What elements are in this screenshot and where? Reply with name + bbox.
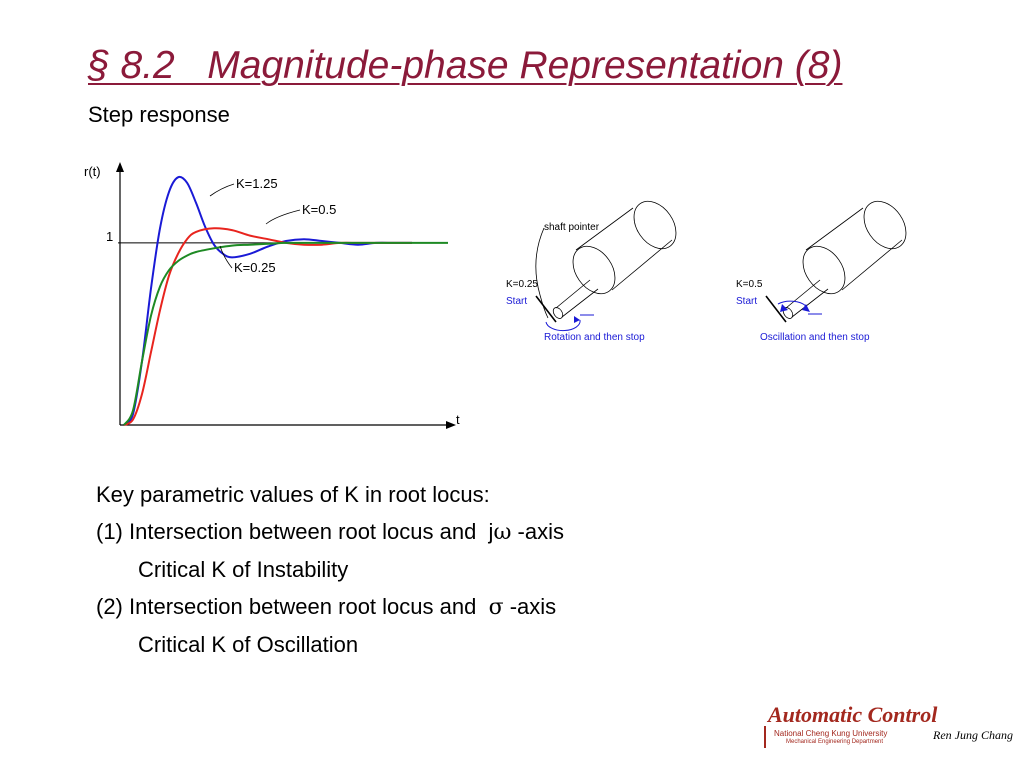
- k-label: K=0.25: [506, 279, 538, 290]
- motor-top-edge: [806, 208, 863, 250]
- motor-bottom-edge: [842, 240, 902, 290]
- body-line-4-suffix: -axis: [503, 594, 557, 619]
- logo-bar: [764, 726, 766, 748]
- leader-k1.25: [210, 184, 234, 196]
- motor-back-face: [625, 200, 684, 257]
- shaft-top: [556, 280, 590, 308]
- omega-symbol: ω: [493, 520, 512, 545]
- sigma-symbol: σ: [488, 595, 504, 620]
- start-label: Start: [736, 296, 758, 307]
- body-text: [96, 476, 564, 663]
- y-axis-label: r(t): [84, 164, 101, 179]
- course-logo: [756, 698, 1016, 754]
- series-line-k-1.25: [124, 177, 412, 425]
- start-label: Start: [506, 296, 528, 307]
- x-axis-label: t: [456, 412, 460, 427]
- series-line-k-0.25: [124, 243, 448, 425]
- rotation-arrowhead: [574, 316, 580, 323]
- slide-title: § 8.2 Magnitude-phase Representation (8): [88, 44, 843, 87]
- series-label-k0.5: K=0.5: [302, 202, 337, 217]
- logo-university: National Cheng Kung University: [774, 729, 888, 738]
- body-line-4: [96, 588, 564, 626]
- series-line-k-0.5: [124, 228, 412, 425]
- y-tick-label-1: 1: [106, 229, 114, 244]
- motor-caption: Oscillation and then stop: [760, 332, 870, 343]
- logo-title: Automatic Control: [768, 702, 938, 727]
- x-axis-arrow: [446, 421, 456, 429]
- body-line-5: Critical K of Oscillation: [138, 632, 359, 657]
- shaft-pointer: [536, 296, 556, 322]
- motor-caption: Rotation and then stop: [544, 332, 645, 343]
- motor-diagram-2: [730, 200, 930, 350]
- author-signature: Ren Jung Chang: [933, 728, 1013, 742]
- leader-k0.5: [266, 210, 300, 224]
- k-label: K=0.5: [736, 279, 763, 290]
- y-axis-arrow: [116, 162, 124, 172]
- body-line-4-text: (2) Intersection between root locus and: [96, 594, 489, 619]
- shaft-bottom: [562, 289, 598, 317]
- motor-back-face: [855, 200, 914, 257]
- shaft-pointer-label: shaft pointer: [544, 222, 600, 233]
- slide-subtitle: Step response: [88, 102, 230, 127]
- body-line-2-text: (1) Intersection between root locus and j: [96, 519, 494, 544]
- series-label-k1.25: K=1.25: [236, 176, 278, 191]
- body-line-2: [96, 513, 564, 551]
- body-line-3: Critical K of Instability: [138, 557, 349, 582]
- body-line-1: Key parametric values of K in root locus:: [96, 482, 490, 507]
- step-response-chart: [76, 150, 476, 440]
- motor-bottom-edge: [612, 240, 672, 290]
- series-label-k0.25: K=0.25: [234, 260, 276, 275]
- logo-department: Mechanical Engineering Department: [786, 739, 884, 745]
- body-line-2-suffix: -axis: [511, 519, 564, 544]
- shaft-bottom: [792, 289, 828, 317]
- motor-diagram-1: [500, 200, 700, 350]
